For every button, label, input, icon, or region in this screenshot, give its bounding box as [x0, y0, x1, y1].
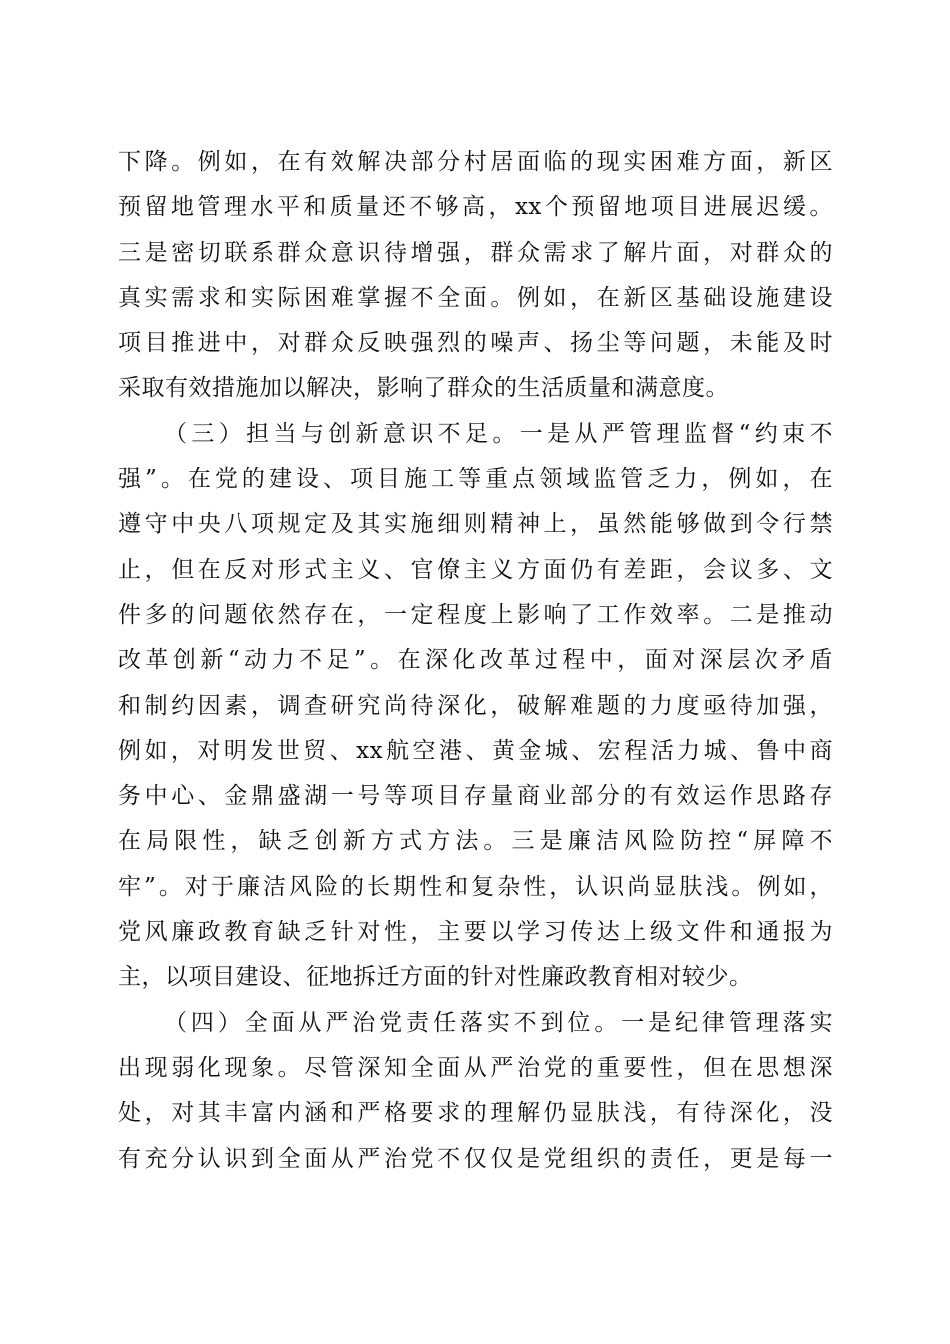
text-line: 下降。例如，在有效解决部分村居面临的现实困难方面，新区: [118, 149, 833, 175]
text-line: 真实需求和实际困难掌握不全面。例如，在新区基础设施建设: [118, 284, 833, 311]
text-line: 止，但在反对形式主义、官僚主义方面仍有差距，会议多、文: [118, 556, 833, 583]
paragraph-contact-masses: [118, 140, 833, 412]
text-line: 有充分认识到全面从严治党不仅仅是党组织的责任，更是每一: [118, 1145, 833, 1172]
text-line: 出现弱化现象。尽管深知全面从严治党的重要性，但在思想深: [118, 1054, 833, 1081]
text-line: 主，以项目建设、征地拆迁方面的针对性廉政教育相对较少。: [118, 964, 753, 991]
text-line: 采取有效措施加以解决，影响了群众的生活质量和满意度。: [118, 375, 729, 402]
text-line: 务中心、金鼎盛湖一号等项目存量商业部分的有效运作思路存: [118, 783, 833, 810]
text-line: 改革创新“动力不足”。在深化改革过程中，面对深层次矛盾: [118, 647, 833, 674]
text-line: 处，对其丰富内涵和严格要求的理解仍显肤浅，有待深化，没: [118, 1100, 833, 1127]
text-line: 项目推进中，对群众反映强烈的噪声、扬尘等问题，未能及时: [118, 330, 833, 357]
text-line: 和制约因素，调查研究尚待深化，破解难题的力度亟待加强，: [118, 692, 833, 719]
text-line: 牢”。对于廉洁风险的长期性和复杂性，认识尚显肤浅。例如，: [118, 873, 833, 900]
text-line: 例如，对明发世贸、xx航空港、黄金城、宏程活力城、鲁中商: [118, 737, 833, 764]
text-line: 预留地管理水平和质量还不够高，xx个预留地项目进展迟缓。: [118, 194, 833, 221]
paragraph-responsibility-innovation: [118, 412, 833, 1001]
text-line: 强”。在党的建设、项目施工等重点领域监管乏力，例如，在: [118, 466, 833, 493]
paragraph-strict-governance: [118, 1001, 833, 1182]
text-line: 党风廉政教育缺乏针对性，主要以学习传达上级文件和通报为: [118, 919, 833, 946]
text-line: 三是密切联系群众意识待增强，群众需求了解片面，对群众的: [118, 239, 833, 266]
text-line: （三）担当与创新意识不足。一是从严管理监督“约束不: [164, 420, 833, 447]
text-line: 遵守中央八项规定及其实施细则精神上，虽然能够做到令行禁: [118, 511, 833, 538]
text-line: （四）全面从严治党责任落实不到位。一是纪律管理落实: [164, 1009, 833, 1036]
document-body: [118, 140, 833, 1182]
text-line: 在局限性，缺乏创新方式方法。三是廉洁风险防控“屏障不: [118, 828, 833, 855]
text-line: 件多的问题依然存在，一定程度上影响了工作效率。二是推动: [118, 601, 833, 628]
